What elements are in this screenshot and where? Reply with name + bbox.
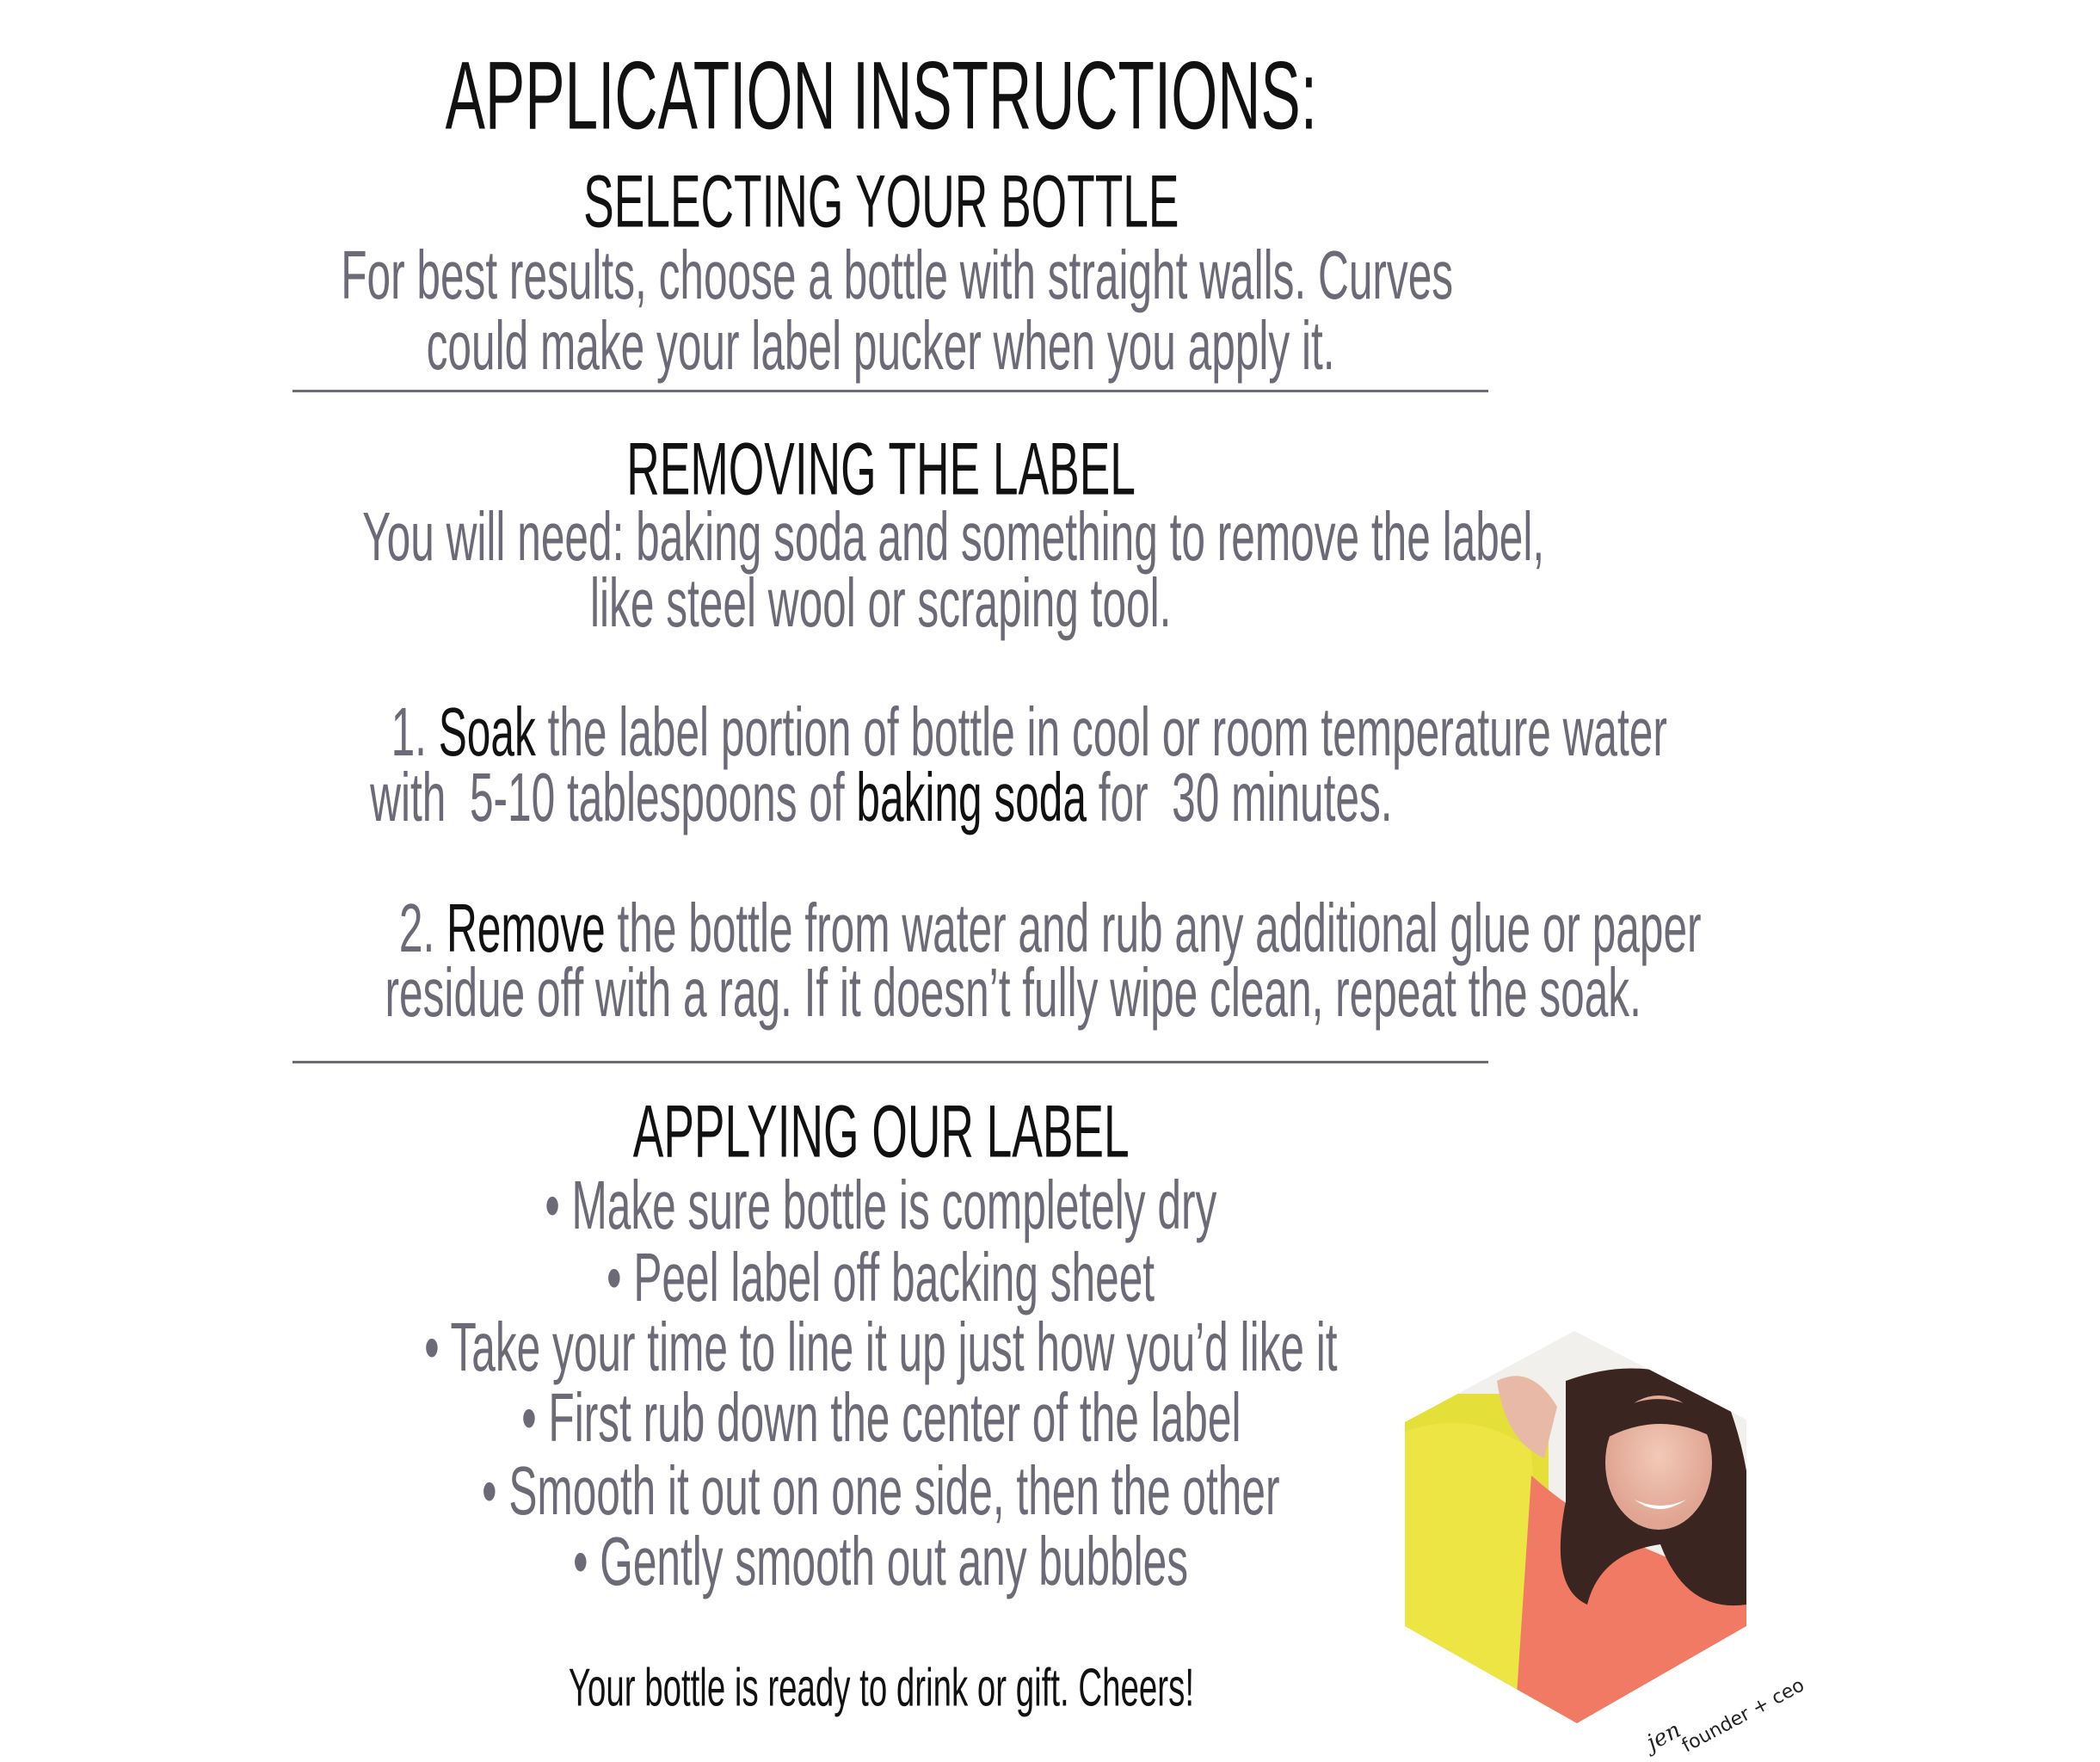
bullet-item: • Gently smooth out any bubbles (573, 1523, 1189, 1599)
selecting-text-line: could make your label pucker when you apply it. (427, 307, 1335, 384)
section-heading-removing: REMOVING THE LABEL (626, 428, 1136, 511)
bullet-item: • Smooth it out on one side, then the other (482, 1452, 1280, 1529)
founder-role: founder + ceo (1678, 1674, 1808, 1758)
step-1-keyword: Soak (438, 693, 536, 770)
divider (293, 390, 1488, 392)
bullet-item: • Make sure bottle is completely dry (545, 1167, 1217, 1243)
step-2-line-2: residue off with a rag. If it doesn’t fully wipe clean, repeat the soak. (385, 954, 1641, 1031)
closing-text: Your bottle is ready to drink or gift. Cheers! (568, 1658, 1194, 1718)
founder-photo (1402, 1329, 1808, 1762)
baking-soda-keyword: baking soda (856, 759, 1087, 835)
bullet-item: • First rub down the center of the label (520, 1379, 1241, 1456)
bullet-item: • Take your time to line it up just how you’d like it (424, 1309, 1338, 1385)
bullet-item: • Peel label off backing sheet (607, 1239, 1155, 1315)
divider (293, 1061, 1488, 1063)
removing-text-line: like steel wool or scraping tool. (590, 564, 1172, 641)
step-2-keyword: Remove (446, 890, 606, 966)
page-title: APPLICATION INSTRUCTIONS: (445, 41, 1317, 150)
section-heading-applying: APPLYING OUR LABEL (632, 1090, 1130, 1174)
selecting-text-line: For best results, choose a bottle with straight walls. Curves (341, 237, 1454, 313)
step-2: 2. Remove the bottle from water and rub any additional glue or paper (398, 890, 1702, 966)
section-heading-selecting: SELECTING YOUR BOTTLE (582, 160, 1179, 243)
step-1: 1. Soak the label portion of bottle in cool or room temperature water (391, 693, 1667, 770)
removing-text-line: You will need: baking soda and something to remove the label, (362, 498, 1545, 575)
signature: jen (1642, 1716, 1685, 1757)
step-1-line-2: with 5-10 tablespoons of baking soda for 30 minutes. (369, 759, 1393, 835)
